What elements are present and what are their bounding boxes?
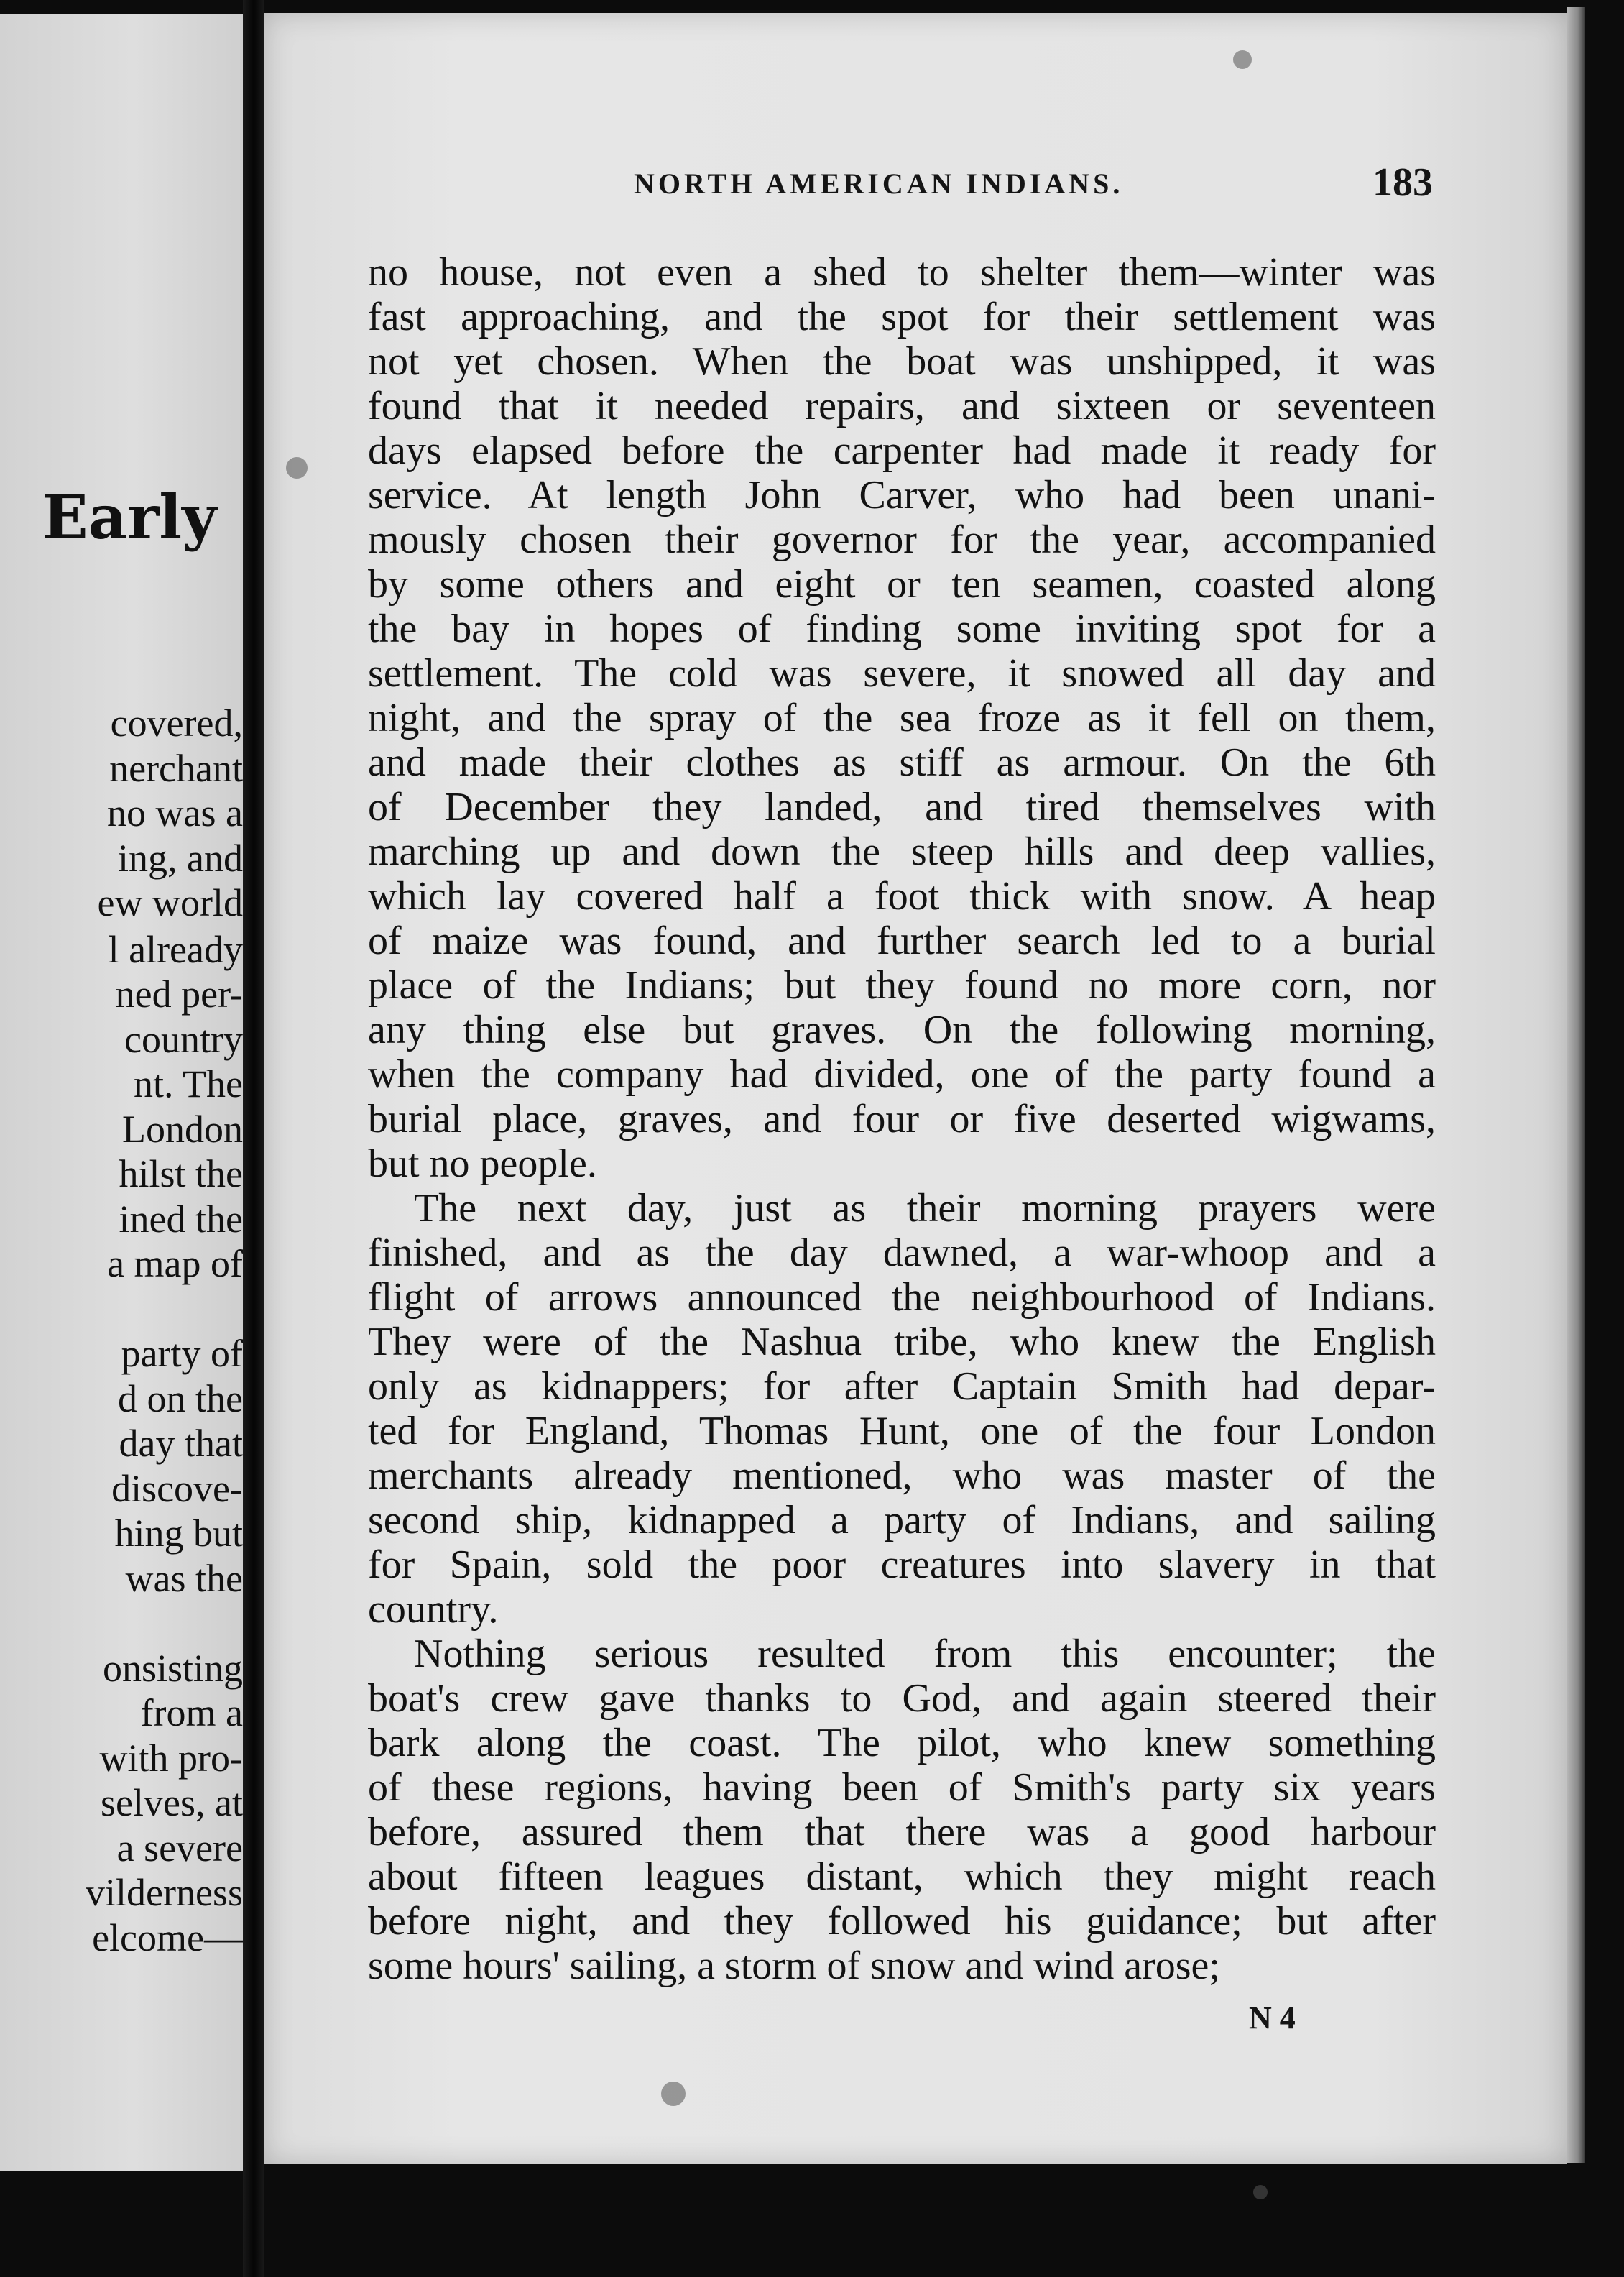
text-line: mously chosen their governor for the year, accompanied	[368, 518, 1436, 562]
page-number: 183	[1372, 160, 1433, 205]
previous-page-line: nerchant	[109, 746, 243, 790]
text-line: ted for England, Thomas Hunt, one of the four London	[368, 1409, 1436, 1453]
previous-page-line: was the	[125, 1556, 243, 1600]
text-line: fast approaching, and the spot for their settlement was	[368, 295, 1436, 339]
previous-page-line: with pro-	[99, 1736, 243, 1780]
running-title: NORTH AMERICAN INDIANS.	[634, 167, 1124, 200]
previous-page-fragment	[0, 14, 243, 2171]
signature-mark: N 4	[1249, 2000, 1296, 2036]
text-line: when the company had divided, one of the party found a	[368, 1052, 1436, 1097]
previous-page-heading: Early	[42, 482, 217, 553]
body-text	[368, 250, 1436, 1988]
text-line: and made their clothes as stiff as armour. On the 6th	[368, 740, 1436, 785]
text-line: night, and the spray of the sea froze as it fell on them,	[368, 696, 1436, 740]
scan-speck	[286, 457, 308, 479]
previous-page-line: hing but	[114, 1512, 243, 1555]
text-line: not yet chosen. When the boat was unshipped, it was	[368, 339, 1436, 384]
text-line: marching up and down the steep hills and deep vallies,	[368, 829, 1436, 874]
previous-page-line: selves, at	[101, 1781, 243, 1824]
text-line: of December they landed, and tired themselves with	[368, 785, 1436, 829]
text-line: the bay in hopes of finding some inviting spot for a	[368, 607, 1436, 651]
text-line: flight of arrows announced the neighbourhood of Indians.	[368, 1275, 1436, 1320]
page-edge	[1567, 7, 1585, 2163]
previous-page-line: ing, and	[118, 836, 243, 880]
previous-page-line: London	[122, 1107, 243, 1151]
running-head	[368, 160, 1433, 208]
scan-speck	[1253, 2185, 1268, 2199]
previous-page-line: hilst the	[119, 1152, 243, 1195]
text-line: but no people.	[368, 1141, 597, 1186]
previous-page-line: party of	[121, 1332, 243, 1375]
previous-page-line: nt. The	[134, 1062, 243, 1105]
text-line: of these regions, having been of Smith's party six years	[368, 1765, 1436, 1810]
previous-page-line: country	[124, 1017, 243, 1061]
book-gutter	[243, 0, 264, 2277]
previous-page-line: from a	[140, 1691, 243, 1734]
previous-page-line: vilderness	[86, 1871, 243, 1914]
text-line: Nothing serious resulted from this encounter; the	[414, 1632, 1436, 1676]
previous-page-line: discove-	[111, 1466, 243, 1510]
text-line: finished, and as the day dawned, a war-whoop and a	[368, 1230, 1436, 1275]
text-line: only as kidnappers; for after Captain Smith had depar-	[368, 1364, 1436, 1409]
previous-page-text	[0, 701, 243, 1960]
previous-page-line: a severe	[116, 1826, 243, 1869]
text-line: before night, and they followed his guidance; but after	[368, 1899, 1436, 1944]
previous-page-line: l already	[108, 927, 243, 971]
previous-page-line: a map of	[107, 1242, 243, 1285]
text-line: days elapsed before the carpenter had made it ready for	[368, 428, 1436, 473]
previous-page-line: no was a	[107, 791, 243, 834]
previous-page-line	[0, 1287, 243, 1332]
text-line: for Spain, sold the poor creatures into slavery in that	[368, 1542, 1436, 1587]
previous-page-line: elcome—	[92, 1915, 243, 1959]
text-line: service. At length John Carver, who had been unani-	[368, 473, 1436, 518]
text-line: some hours' sailing, a storm of snow and wind arose;	[368, 1944, 1220, 1988]
previous-page-line: day that	[119, 1422, 243, 1465]
text-line: second ship, kidnapped a party of Indians, and sailing	[368, 1498, 1436, 1542]
text-line: which lay covered half a foot thick with snow. A heap	[368, 874, 1436, 919]
text-line: of maize was found, and further search led to a burial	[368, 919, 1436, 963]
text-line: burial place, graves, and four or five deserted wigwams,	[368, 1097, 1436, 1141]
scan-speck	[1233, 50, 1252, 69]
text-line: by some others and eight or ten seamen, coasted along	[368, 562, 1436, 607]
scan-speck	[661, 2082, 686, 2106]
previous-page-line: ew world	[97, 881, 243, 924]
text-line: before, assured them that there was a good harbour	[368, 1810, 1436, 1854]
text-line: no house, not even a shed to shelter them—winter was	[368, 250, 1436, 295]
previous-page-line: ned per-	[115, 972, 243, 1016]
text-line: about fifteen leagues distant, which they might reach	[368, 1854, 1436, 1899]
previous-page-line: ined the	[119, 1197, 243, 1241]
text-line: bark along the coast. The pilot, who knew something	[368, 1721, 1436, 1765]
previous-page-line: onsisting	[102, 1646, 243, 1690]
previous-page-line	[0, 1601, 243, 1646]
previous-page-line: d on the	[118, 1376, 243, 1420]
text-line: country.	[368, 1587, 499, 1632]
text-line: place of the Indians; but they found no more corn, nor	[368, 963, 1436, 1008]
text-line: boat's crew gave thanks to God, and again steered their	[368, 1676, 1436, 1721]
text-line: They were of the Nashua tribe, who knew the English	[368, 1320, 1436, 1364]
text-line: found that it needed repairs, and sixteen or seventeen	[368, 384, 1436, 428]
text-line: The next day, just as their morning prayers were	[414, 1186, 1436, 1230]
text-line: settlement. The cold was severe, it snowed all day and	[368, 651, 1436, 696]
text-line: any thing else but graves. On the following morning,	[368, 1008, 1436, 1052]
text-line: merchants already mentioned, who was master of the	[368, 1453, 1436, 1498]
previous-page-line: covered,	[110, 702, 243, 745]
